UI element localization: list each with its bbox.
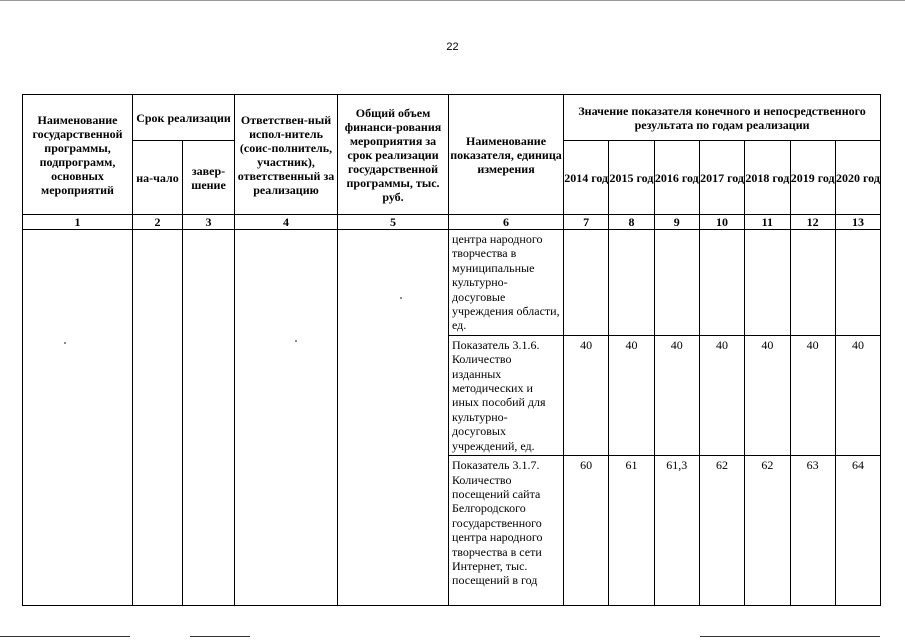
column-number: 10 bbox=[699, 215, 744, 230]
column-number: 5 bbox=[338, 215, 449, 230]
value-cell: 62 bbox=[745, 456, 790, 606]
value-cell: 63 bbox=[790, 456, 835, 606]
scan-edge-bottom-mid bbox=[190, 636, 250, 637]
value-cell: 40 bbox=[790, 335, 835, 455]
header-year: 2017 год bbox=[699, 141, 744, 215]
column-number: 12 bbox=[790, 215, 835, 230]
header-year: 2016 год bbox=[654, 141, 699, 215]
header-implementation-period: Срок реализации bbox=[133, 95, 235, 141]
value-cell: 40 bbox=[654, 335, 699, 455]
column-number: 4 bbox=[235, 215, 338, 230]
header-indicator-name: Наименование показателя, единица измерения bbox=[449, 95, 564, 215]
value-cell bbox=[699, 230, 744, 336]
header-year: 2014 год bbox=[564, 141, 609, 215]
value-cell bbox=[609, 230, 654, 336]
cell-funding-empty bbox=[338, 230, 449, 606]
column-number: 13 bbox=[835, 215, 880, 230]
value-cell: 61 bbox=[609, 456, 654, 606]
header-program-name: Наименование государственной программы, подпрограмм, основных мероприятий bbox=[23, 95, 133, 215]
indicator-name-cell: Показатель 3.1.7. Количество посещений сайта Белгородского государственного центра народного творчества в сети Интернет, тыс. посещений в год bbox=[449, 456, 564, 606]
header-indicator-values: Значение показателя конечного и непосредственного результата по годам реализации bbox=[564, 95, 881, 141]
value-cell: 40 bbox=[835, 335, 880, 455]
cell-end-empty bbox=[183, 230, 235, 606]
column-number: 7 bbox=[564, 215, 609, 230]
value-cell: 40 bbox=[564, 335, 609, 455]
indicator-table bbox=[22, 94, 881, 606]
value-cell: 40 bbox=[609, 335, 654, 455]
value-cell bbox=[835, 230, 880, 336]
value-cell bbox=[790, 230, 835, 336]
value-cell bbox=[654, 230, 699, 336]
cell-executor-empty bbox=[235, 230, 338, 606]
column-number: 6 bbox=[449, 215, 564, 230]
header-total-funding: Общий объем финанси-рования мероприятия за срок реализации государственной программы, тыс. руб. bbox=[338, 95, 449, 215]
indicator-name-cell: центра народного творчества в муниципальные культурно-досуговые учреждения области, ед. bbox=[449, 230, 564, 336]
column-number: 1 bbox=[23, 215, 133, 230]
column-number-row bbox=[23, 215, 881, 230]
header-year: 2019 год bbox=[790, 141, 835, 215]
column-number: 11 bbox=[745, 215, 790, 230]
value-cell bbox=[564, 230, 609, 336]
scan-edge-top bbox=[0, 0, 905, 1]
header-year: 2018 год bbox=[745, 141, 790, 215]
header-year: 2015 год bbox=[609, 141, 654, 215]
header-year: 2020 год bbox=[835, 141, 880, 215]
value-cell: 60 bbox=[564, 456, 609, 606]
scan-edge-bottom-right bbox=[700, 636, 880, 637]
value-cell: 61,3 bbox=[654, 456, 699, 606]
scan-edge-bottom-left bbox=[0, 636, 130, 637]
page-number: 22 bbox=[446, 41, 459, 53]
value-cell: 40 bbox=[699, 335, 744, 455]
scan-speck bbox=[64, 342, 66, 344]
cell-program-empty bbox=[23, 230, 133, 606]
value-cell bbox=[745, 230, 790, 336]
column-number: 9 bbox=[654, 215, 699, 230]
indicator-name-cell: Показатель 3.1.6. Количество изданных методических и иных пособий для культурно-досуговых учреждений, ед. bbox=[449, 335, 564, 455]
value-cell: 64 bbox=[835, 456, 880, 606]
column-number: 3 bbox=[183, 215, 235, 230]
header-start: на-чало bbox=[133, 141, 183, 215]
scan-speck bbox=[400, 297, 402, 299]
table-row bbox=[23, 230, 881, 336]
cell-start-empty bbox=[133, 230, 183, 606]
scan-speck bbox=[295, 340, 297, 342]
value-cell: 62 bbox=[699, 456, 744, 606]
column-number: 2 bbox=[133, 215, 183, 230]
value-cell: 40 bbox=[745, 335, 790, 455]
header-end: завер-шение bbox=[183, 141, 235, 215]
column-number: 8 bbox=[609, 215, 654, 230]
header-responsible-executor: Ответствен-ный испол-нитель (соис-полнитель, участник), ответственный за реализацию bbox=[235, 95, 338, 215]
